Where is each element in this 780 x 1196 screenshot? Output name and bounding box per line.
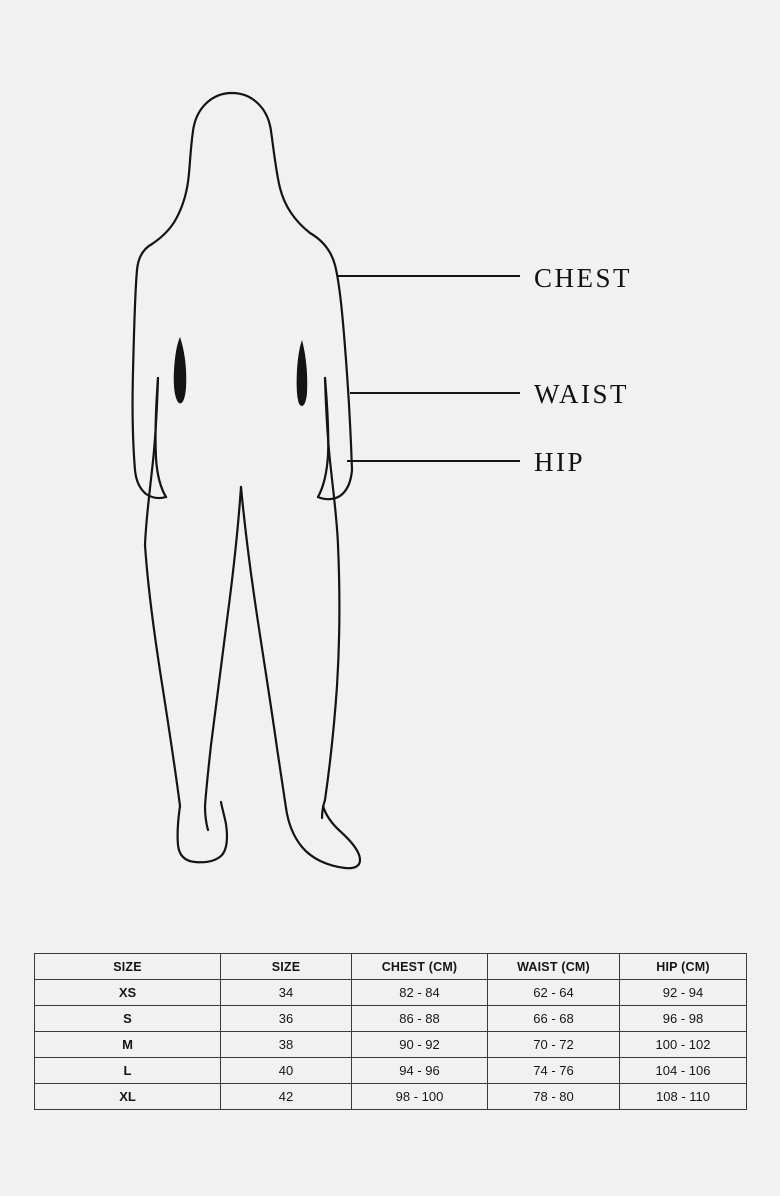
callout-label-chest: CHEST <box>534 263 633 293</box>
cell-waist: 66 - 68 <box>488 1006 620 1032</box>
callout-label-waist: WAIST <box>534 379 629 409</box>
cell-hip: 108 - 110 <box>620 1084 747 1110</box>
cell-size-letter: XS <box>35 980 221 1006</box>
cell-size-letter: S <box>35 1006 221 1032</box>
callout-label-hip: HIP <box>534 447 586 477</box>
cell-hip: 100 - 102 <box>620 1032 747 1058</box>
table-header-chest: CHEST (CM) <box>352 954 488 980</box>
cell-size-number: 34 <box>221 980 352 1006</box>
cell-chest: 94 - 96 <box>352 1058 488 1084</box>
table-row <box>35 1058 747 1084</box>
cell-waist: 78 - 80 <box>488 1084 620 1110</box>
cell-size-number: 42 <box>221 1084 352 1110</box>
cell-waist: 70 - 72 <box>488 1032 620 1058</box>
table-row <box>35 1032 747 1058</box>
table-row <box>35 1084 747 1110</box>
table-header-size-letter: SIZE <box>35 954 221 980</box>
cell-hip: 92 - 94 <box>620 980 747 1006</box>
table-row <box>35 1006 747 1032</box>
cell-size-number: 36 <box>221 1006 352 1032</box>
table-header-waist: WAIST (CM) <box>488 954 620 980</box>
cell-chest: 86 - 88 <box>352 1006 488 1032</box>
table-header-size-number: SIZE <box>221 954 352 980</box>
size-chart-table <box>34 953 747 1110</box>
table-header-row <box>35 954 747 980</box>
cell-size-letter: M <box>35 1032 221 1058</box>
cell-chest: 98 - 100 <box>352 1084 488 1110</box>
cell-chest: 90 - 92 <box>352 1032 488 1058</box>
cell-size-number: 38 <box>221 1032 352 1058</box>
cell-hip: 104 - 106 <box>620 1058 747 1084</box>
table-row <box>35 980 747 1006</box>
cell-size-letter: XL <box>35 1084 221 1110</box>
cell-waist: 74 - 76 <box>488 1058 620 1084</box>
table-header-hip: HIP (CM) <box>620 954 747 980</box>
cell-chest: 82 - 84 <box>352 980 488 1006</box>
cell-size-letter: L <box>35 1058 221 1084</box>
cell-waist: 62 - 64 <box>488 980 620 1006</box>
cell-size-number: 40 <box>221 1058 352 1084</box>
size-chart-table-wrapper <box>34 953 746 1110</box>
cell-hip: 96 - 98 <box>620 1006 747 1032</box>
